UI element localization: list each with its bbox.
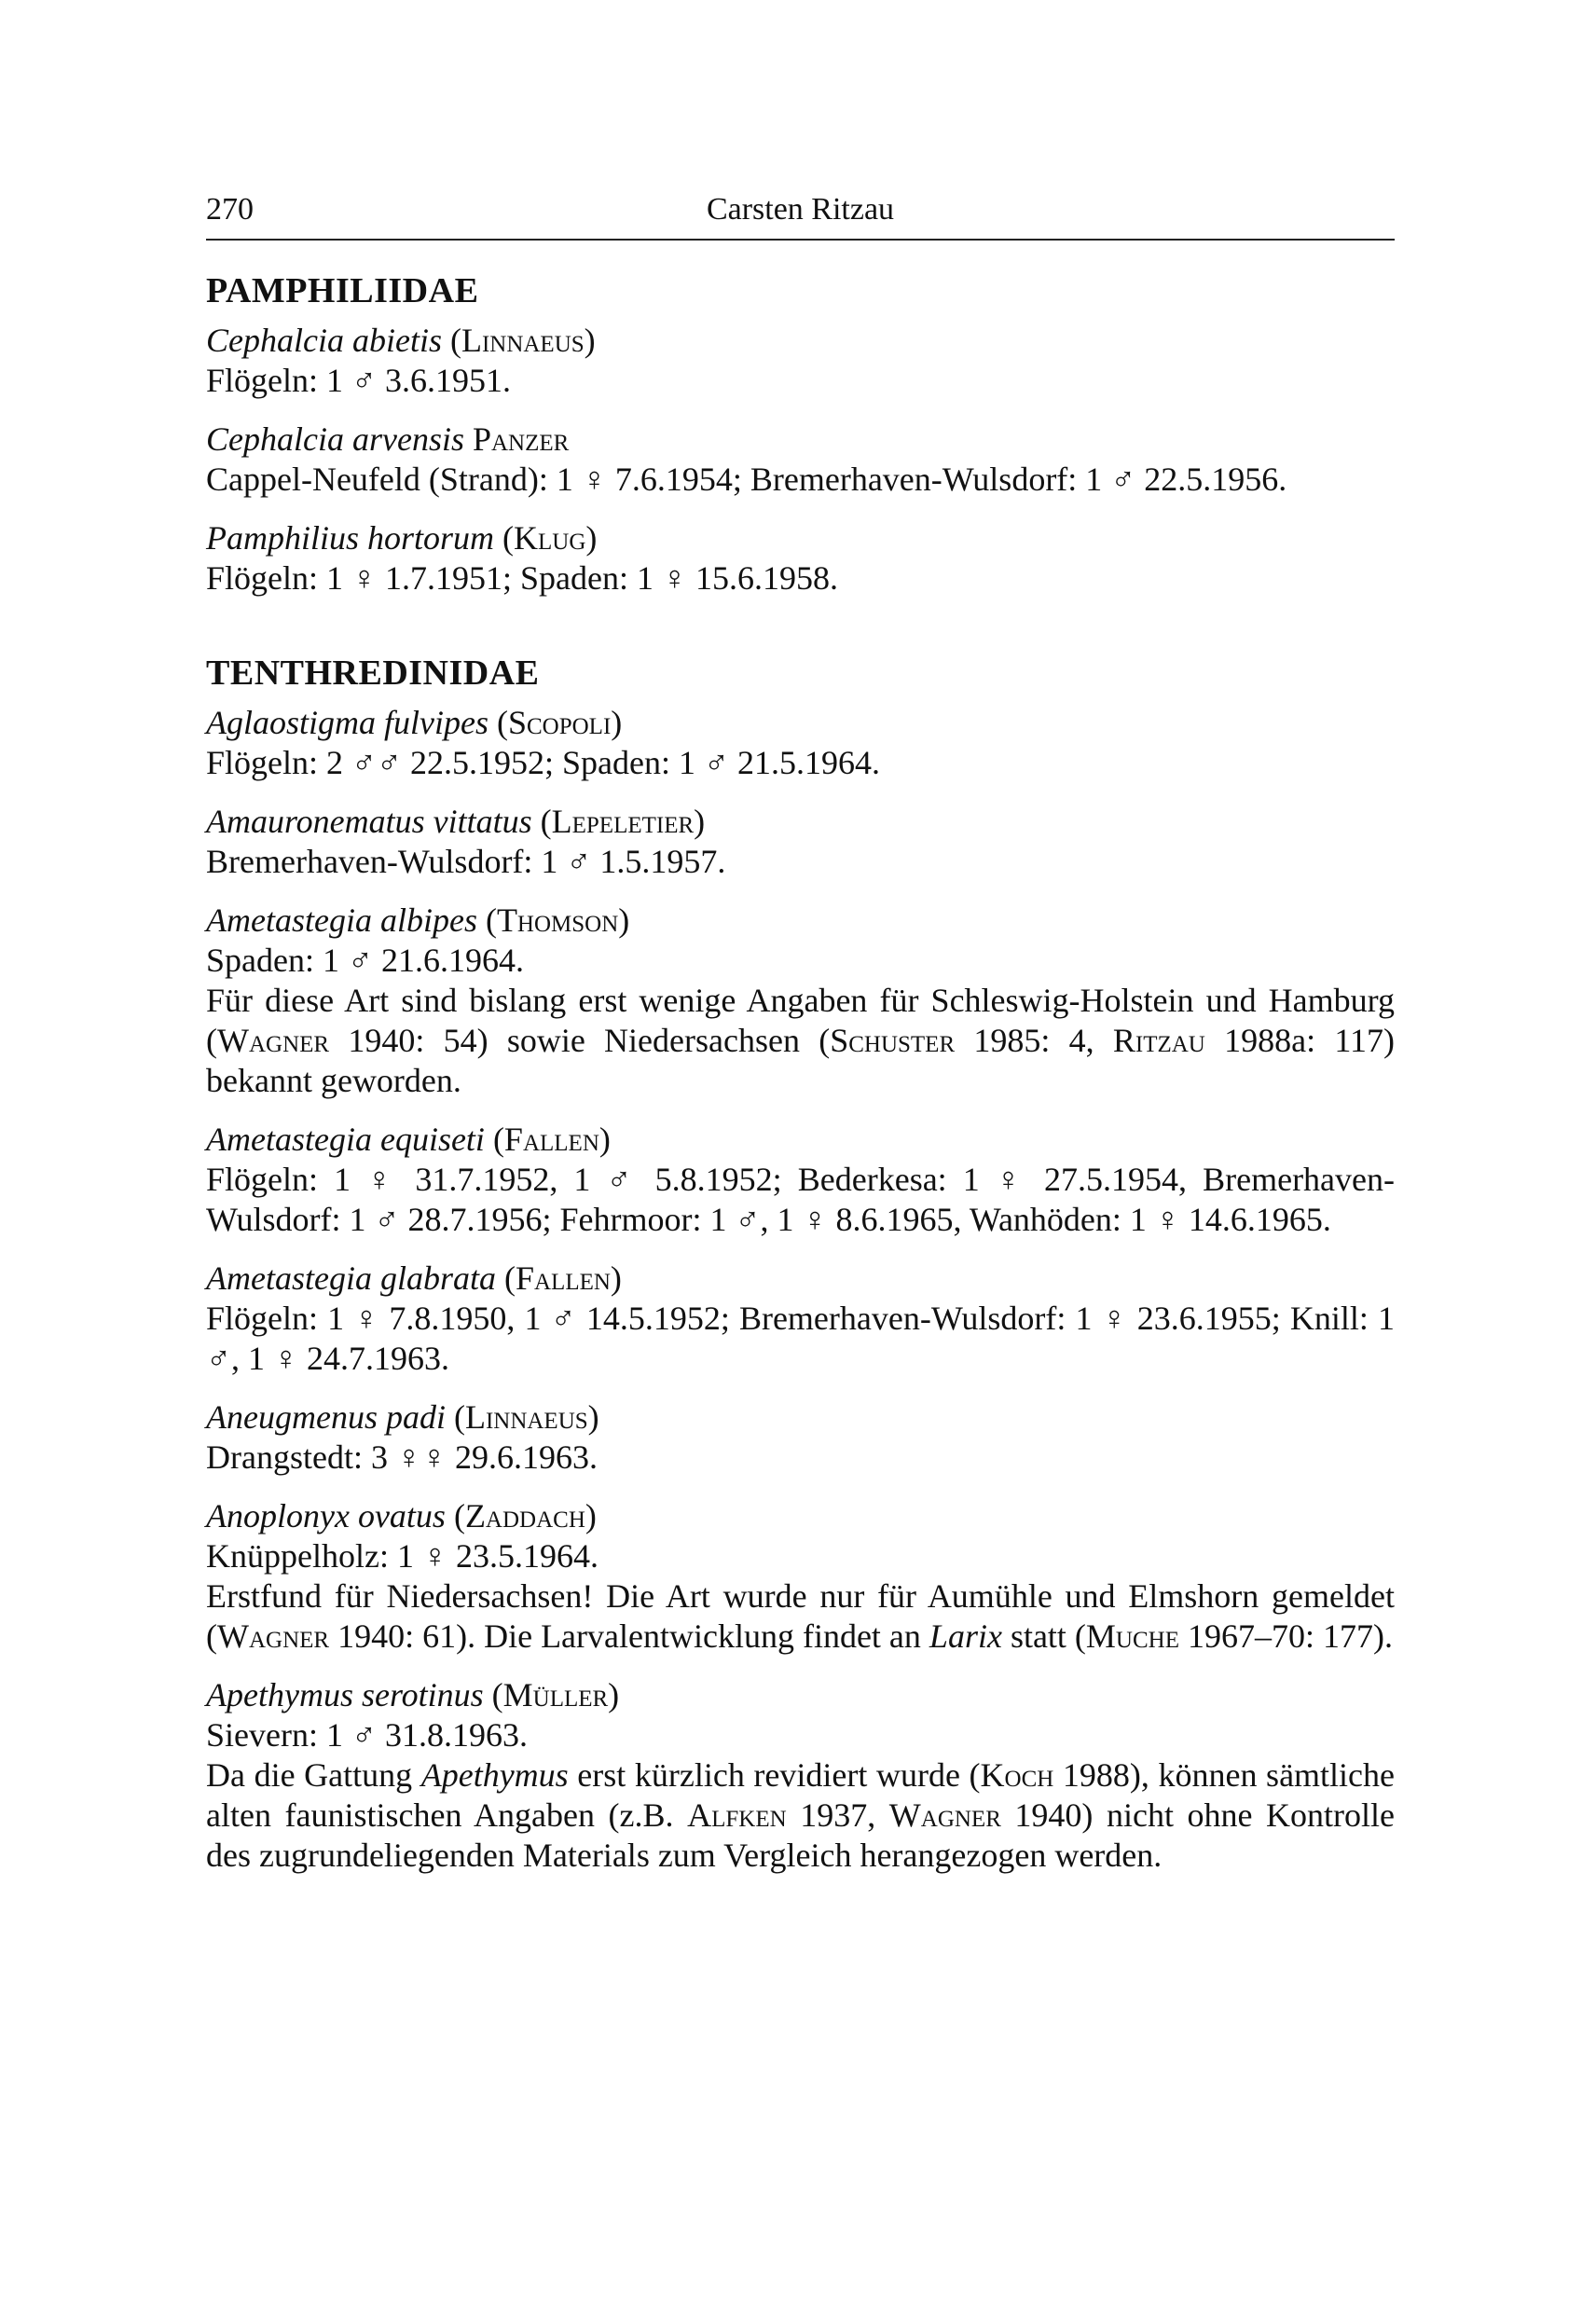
species-entry [206, 518, 1395, 599]
species-entry [206, 901, 1395, 1101]
species-name: Ametastegia equiseti [206, 1121, 485, 1158]
record-line: Flögeln: 2 ♂♂ 22.5.1952; Spaden: 1 ♂ 21.5.1964. [206, 744, 880, 781]
citation-author: Wagner [217, 1022, 330, 1059]
record-line: Bremerhaven-Wulsdorf: 1 ♂ 1.5.1957. [206, 843, 726, 880]
species-name: Anoplonyx ovatus [206, 1497, 446, 1534]
species-authority: (Lepeletier) [540, 803, 706, 840]
citation-author: Schuster [830, 1022, 956, 1059]
note-text: 1967–70: 177). [1179, 1617, 1393, 1655]
citation-author: Koch [980, 1756, 1054, 1794]
record-line: Spaden: 1 ♂ 21.6.1964. [206, 942, 524, 979]
genus-name: Apethymus [420, 1756, 569, 1794]
species-authority: (Scopoli) [496, 704, 623, 741]
citation-author: Muche [1085, 1617, 1179, 1655]
species-entry [206, 321, 1395, 401]
species-authority: (Fallen) [503, 1259, 622, 1297]
record-line: Flögeln: 1 ♀ 7.8.1950, 1 ♂ 14.5.1952; Bremerhaven-Wulsdorf: 1 ♀ 23.6.1955; Knill: 1 ♂, 1 ♀ 24.7.1963. [206, 1300, 1395, 1377]
family-heading: TENTHREDINIDAE [206, 654, 540, 693]
family-heading: PAMPHILIIDAE [206, 271, 479, 310]
species-authority: (Klug) [502, 519, 598, 557]
note-text: Erstfund für Niedersachsen! Die Art wurde nur für Aumühle und Elmshorn gemeldet ( [206, 1577, 1395, 1655]
record-line: Drangstedt: 3 ♀♀ 29.6.1963. [206, 1438, 598, 1476]
citation-author: Wagner [888, 1796, 1001, 1834]
record-line: Knüppelholz: 1 ♀ 23.5.1964. [206, 1537, 598, 1575]
note-text: 1940) nicht ohne Kontrolle des zugrundeliegenden Materials zum Vergleich herangezogen werden. [206, 1796, 1396, 1874]
note-text: erst kürzlich revidiert wurde ( [568, 1756, 981, 1794]
note-text: 1988a: 117) bekannt geworden. [206, 1022, 1395, 1099]
species-entry [206, 1397, 1395, 1478]
running-head [206, 186, 1395, 241]
species-note [206, 1576, 1395, 1657]
species-name: Ametastegia glabrata [206, 1259, 496, 1297]
note-text: Für diese Art sind bislang erst wenige Angaben für Schleswig-Holstein und Hamburg ( [206, 982, 1395, 1059]
record-line: Cappel-Neufeld (Strand): 1 ♀ 7.6.1954; Bremerhaven-Wulsdorf: 1 ♂ 22.5.1956. [206, 461, 1287, 498]
note-text: 1940: 61). Die Larvalentwicklung findet an [329, 1617, 929, 1655]
species-name: Pamphilius hortorum [206, 519, 495, 557]
species-authority: (Linnaeus) [449, 322, 596, 359]
species-name: Cephalcia abietis [206, 322, 442, 359]
note-text: 1937, [786, 1796, 889, 1834]
species-authority: Panzer [472, 420, 570, 458]
record-line: Flögeln: 1 ♀ 31.7.1952, 1 ♂ 5.8.1952; Bederkesa: 1 ♀ 27.5.1954, Bremerhaven-Wulsdorf: 1 ♂ 28.7.1956; Fehrmoor: 1 ♂, 1 ♀ 8.6.1965, Wanhöden: 1 ♀ 14.6.1965. [206, 1161, 1395, 1238]
species-entry [206, 420, 1395, 500]
note-text: statt ( [1001, 1617, 1086, 1655]
species-authority: (Müller) [491, 1676, 620, 1713]
species-name: Apethymus serotinus [206, 1676, 484, 1713]
species-authority: (Thomson) [485, 901, 630, 939]
species-note [206, 1755, 1395, 1876]
species-note [206, 981, 1395, 1101]
species-name: Aglaostigma fulvipes [206, 704, 488, 741]
note-text: Da die Gattung [206, 1756, 421, 1794]
species-entry [206, 1675, 1395, 1876]
species-entry [206, 1496, 1395, 1657]
note-text: 1985: 4, [955, 1022, 1113, 1059]
species-name: Aneugmenus padi [206, 1398, 446, 1436]
page-number: 270 [206, 192, 254, 227]
note-text: 1940: 54) sowie Niedersachsen ( [329, 1022, 831, 1059]
citation-author: Wagner [217, 1617, 330, 1655]
species-name: Amauronematus vittatus [206, 803, 532, 840]
species-authority: (Zaddach) [453, 1497, 597, 1534]
species-entry [206, 703, 1395, 783]
species-entry [206, 802, 1395, 882]
genus-name: Larix [929, 1617, 1002, 1655]
species-name: Ametastegia albipes [206, 901, 477, 939]
species-authority: (Linnaeus) [453, 1398, 599, 1436]
record-line: Flögeln: 1 ♂ 3.6.1951. [206, 362, 512, 399]
running-head-author: Carsten Ritzau [706, 192, 895, 227]
citation-author: Ritzau [1112, 1022, 1205, 1059]
record-line: Sievern: 1 ♂ 31.8.1963. [206, 1716, 528, 1754]
species-authority: (Fallen) [492, 1121, 611, 1158]
species-entry [206, 1120, 1395, 1240]
citation-author: Alfken [687, 1796, 787, 1834]
document-page [206, 186, 1395, 1876]
species-entry [206, 1259, 1395, 1379]
record-line: Flögeln: 1 ♀ 1.7.1951; Spaden: 1 ♀ 15.6.1958. [206, 559, 838, 597]
note-text: 1988), können sämtliche alten faunistischen Angaben (z.B. [206, 1756, 1396, 1834]
species-name: Cephalcia arvensis [206, 420, 464, 458]
